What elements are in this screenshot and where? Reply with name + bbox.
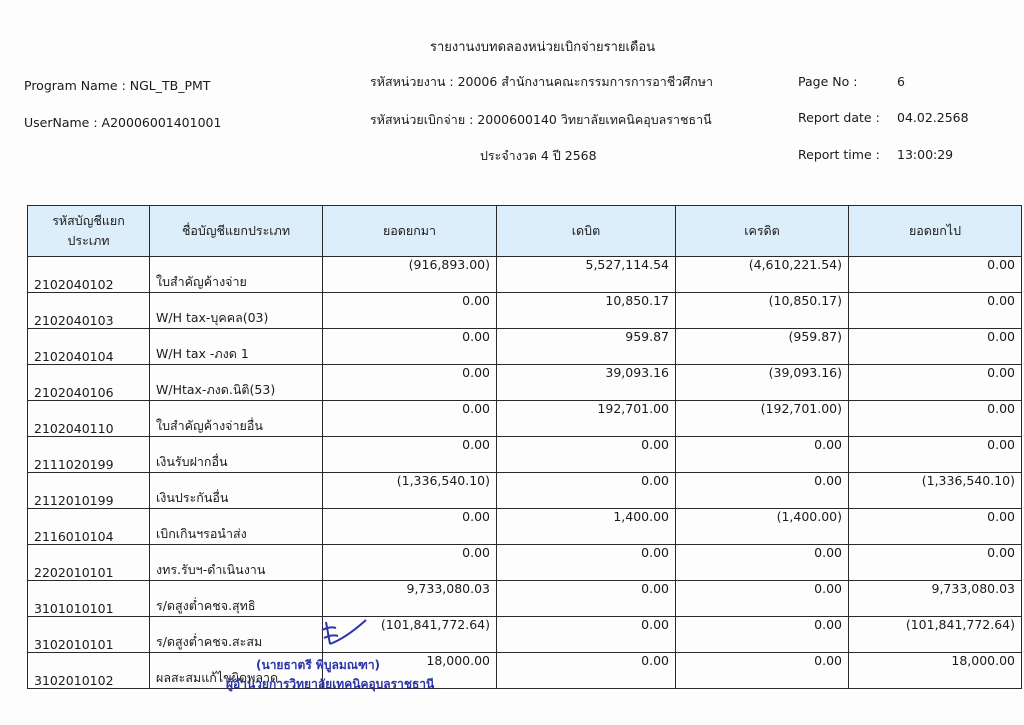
cell-debit: 0.00 [497, 653, 676, 689]
page-no-label: Page No : [798, 74, 858, 89]
cell-account-name: ใบสำคัญค้างจ่าย [150, 257, 323, 293]
signature-scribble [316, 614, 376, 654]
trial-balance-table [27, 205, 1022, 689]
cell-account-code: 2116010104 [28, 509, 150, 545]
cell-account-code: 2102040106 [28, 365, 150, 401]
cell-opening-balance: 0.00 [323, 293, 497, 329]
cell-credit: 0.00 [676, 473, 849, 509]
cell-closing-balance: 0.00 [849, 401, 1022, 437]
user-name [24, 115, 221, 130]
cell-credit: (4,610,221.54) [676, 257, 849, 293]
table-row [28, 653, 1022, 689]
page-no-value: 6 [897, 74, 905, 89]
cell-opening-balance: (101,841,772.64) [323, 617, 497, 653]
cell-opening-balance: 0.00 [323, 545, 497, 581]
disbursing-unit-code [370, 110, 712, 130]
table-row [28, 581, 1022, 617]
cell-account-name: ผลสะสมแก้ไขผิดพลาด [150, 653, 323, 689]
cell-opening-balance: 0.00 [323, 401, 497, 437]
cell-debit: 0.00 [497, 545, 676, 581]
cell-credit: (1,400.00) [676, 509, 849, 545]
cell-debit: 5,527,114.54 [497, 257, 676, 293]
agency-code [370, 72, 713, 92]
cell-closing-balance: 0.00 [849, 545, 1022, 581]
cell-account-code: 3102010101 [28, 617, 150, 653]
header-debit: เดบิต [497, 206, 676, 257]
cell-debit: 1,400.00 [497, 509, 676, 545]
cell-account-name: ใบสำคัญค้างจ่ายอื่น [150, 401, 323, 437]
cell-debit: 0.00 [497, 617, 676, 653]
table-row [28, 329, 1022, 365]
cell-account-code: 2102040104 [28, 329, 150, 365]
cell-closing-balance: 0.00 [849, 257, 1022, 293]
cell-debit: 0.00 [497, 581, 676, 617]
cell-credit: 0.00 [676, 653, 849, 689]
cell-opening-balance: 9,733,080.03 [323, 581, 497, 617]
cell-account-name: งทร.รับฯ-ดำเนินงาน [150, 545, 323, 581]
cell-account-code: 3102010102 [28, 653, 150, 689]
cell-account-code: 2111020199 [28, 437, 150, 473]
cell-credit: (959.87) [676, 329, 849, 365]
table-row [28, 401, 1022, 437]
cell-closing-balance: 0.00 [849, 437, 1022, 473]
report-title: รายงานงบทดลองหน่วยเบิกจ่ายรายเดือน [430, 40, 656, 55]
cell-account-name: ร/ดสูงต่ำคชจ.สะสม [150, 617, 323, 653]
cell-account-code: 3101010101 [28, 581, 150, 617]
header-closing-balance: ยอดยกไป [849, 206, 1022, 257]
table-row [28, 365, 1022, 401]
user-name-value: A20006001401001 [101, 115, 222, 130]
table-row [28, 473, 1022, 509]
cell-account-code: 2202010101 [28, 545, 150, 581]
cell-account-code: 2112010199 [28, 473, 150, 509]
cell-account-name: W/H tax -ภงด 1 [150, 329, 323, 365]
signatory-name: (นายธาตรี พิบูลมณฑา) [256, 658, 381, 672]
disbursing-unit-value: 2000600140 วิทยาลัยเทคนิคอุบลราชธานี [477, 112, 712, 127]
cell-credit: 0.00 [676, 545, 849, 581]
report-date-label: Report date : [798, 110, 880, 125]
cell-closing-balance: 9,733,080.03 [849, 581, 1022, 617]
cell-closing-balance: 0.00 [849, 509, 1022, 545]
cell-closing-balance: 0.00 [849, 329, 1022, 365]
cell-credit: 0.00 [676, 437, 849, 473]
cell-debit: 39,093.16 [497, 365, 676, 401]
signatory-title: ผู้อำนวยการวิทยาลัยเทคนิคอุบลราชธานี [226, 677, 435, 691]
agency-label: รหัสหน่วยงาน : [370, 74, 454, 89]
table-row [28, 545, 1022, 581]
cell-account-name: เงินประกันอื่น [150, 473, 323, 509]
program-name [24, 78, 210, 93]
cell-credit: (39,093.16) [676, 365, 849, 401]
cell-opening-balance: 0.00 [323, 365, 497, 401]
cell-account-code: 2102040102 [28, 257, 150, 293]
cell-account-name: ร/ดสูงต่ำคชจ.สุทธิ [150, 581, 323, 617]
cell-debit: 10,850.17 [497, 293, 676, 329]
cell-credit: (192,701.00) [676, 401, 849, 437]
header-account-name: ชื่อบัญชีแยกประเภท [150, 206, 323, 257]
program-name-label: Program Name : [24, 78, 126, 93]
report-date-value: 04.02.2568 [897, 110, 969, 125]
cell-closing-balance: 0.00 [849, 293, 1022, 329]
report-time-value: 13:00:29 [897, 147, 954, 162]
cell-opening-balance: (1,336,540.10) [323, 473, 497, 509]
report-time-label: Report time : [798, 147, 880, 162]
agency-value: 20006 สำนักงานคณะกรรมการการอาชีวศึกษา [457, 74, 714, 89]
cell-credit: 0.00 [676, 581, 849, 617]
table-row [28, 293, 1022, 329]
cell-credit: 0.00 [676, 617, 849, 653]
cell-closing-balance: (101,841,772.64) [849, 617, 1022, 653]
cell-debit: 0.00 [497, 437, 676, 473]
cell-debit: 0.00 [497, 473, 676, 509]
cell-closing-balance: 18,000.00 [849, 653, 1022, 689]
cell-debit: 192,701.00 [497, 401, 676, 437]
cell-account-code: 2102040103 [28, 293, 150, 329]
cell-opening-balance: 0.00 [323, 437, 497, 473]
cell-opening-balance: 18,000.00 [323, 653, 497, 689]
table-header-row [28, 206, 1022, 257]
cell-account-name: W/Htax-ภงด.นิติ(53) [150, 365, 323, 401]
table-row [28, 257, 1022, 293]
cell-account-name: W/H tax-บุคคล(03) [150, 293, 323, 329]
cell-debit: 959.87 [497, 329, 676, 365]
cell-closing-balance: (1,336,540.10) [849, 473, 1022, 509]
header-opening-balance: ยอดยกมา [323, 206, 497, 257]
cell-account-code: 2102040110 [28, 401, 150, 437]
cell-closing-balance: 0.00 [849, 365, 1022, 401]
cell-credit: (10,850.17) [676, 293, 849, 329]
user-name-label: UserName : [24, 115, 98, 130]
table-row [28, 617, 1022, 653]
cell-opening-balance: 0.00 [323, 509, 497, 545]
table-row [28, 509, 1022, 545]
header-credit: เครดิต [676, 206, 849, 257]
cell-opening-balance: 0.00 [323, 329, 497, 365]
cell-account-name: เบิกเกินฯรอนำส่ง [150, 509, 323, 545]
table-row [28, 437, 1022, 473]
header-account-code: รหัสบัญชีแยกประเภท [28, 206, 150, 257]
cell-opening-balance: (916,893.00) [323, 257, 497, 293]
cell-account-name: เงินรับฝากอื่น [150, 437, 323, 473]
report-period: ประจำงวด 4 ปี 2568 [480, 148, 597, 163]
program-name-value: NGL_TB_PMT [129, 78, 211, 93]
disbursing-unit-label: รหัสหน่วยเบิกจ่าย : [370, 112, 474, 127]
